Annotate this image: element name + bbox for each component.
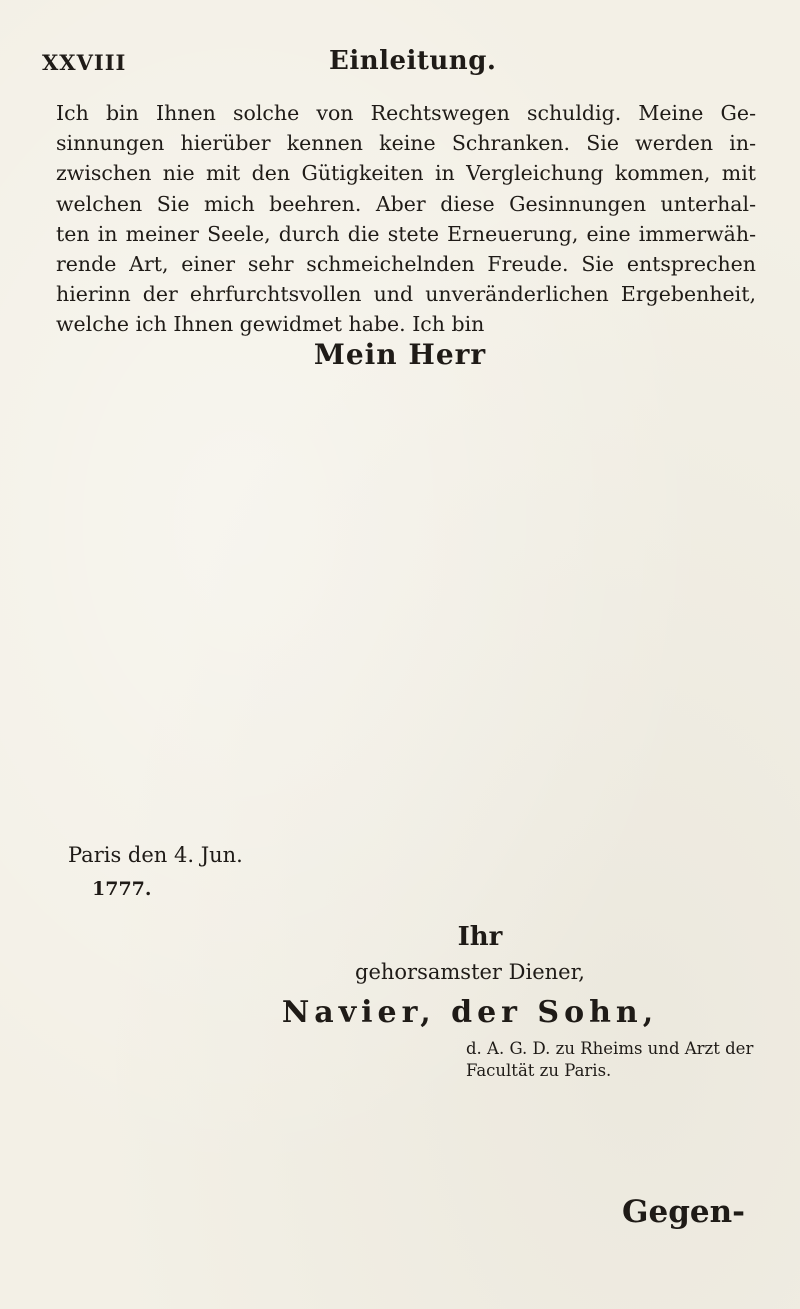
paragraph-line: hierinn der ehrfurchtsvollen und unveränderlichen Ergebenheit, [56,282,756,307]
section-title: Einleitung. [329,46,497,76]
running-head [42,44,740,84]
salutation: Mein Herr [313,338,487,371]
page-number: XXVIII [42,50,127,75]
catchword: Gegen- [622,1194,746,1230]
paragraph-line: welchen Sie mich beehren. Aber diese Gesinnungen unterhal- [56,191,756,216]
credentials-line: d. A. G. D. zu Rheims und Arzt der [466,1039,754,1058]
closing-servant: gehorsamster Diener, [355,960,585,984]
body-paragraph [56,98,756,340]
year: 1777. [92,878,152,900]
paragraph-line: sinnungen hierüber kennen keine Schranken. Sie werden in- [56,131,756,156]
author-credentials [466,1038,753,1082]
closing-ihr: Ihr [457,922,503,952]
paragraph-line: ten in meiner Seele, durch die stete Erneuerung, eine immerwäh- [56,221,756,246]
signature-name: Navier, der Sohn, [281,995,659,1030]
paragraph-line: rende Art, einer sehr schmeichelnden Freude. Sie entsprechen [56,252,756,277]
paragraph-line: Ich bin Ihnen solche von Rechtswegen schuldig. Meine Ge- [56,101,756,125]
paragraph-line: zwischen nie mit den Gütigkeiten in Vergleichung kommen, mit [56,161,756,186]
paragraph-line: welche ich Ihnen gewidmet habe. Ich bin [56,312,485,337]
credentials-line: Facultät zu Paris. [466,1061,612,1080]
place-date: Paris den 4. Jun. [68,843,243,867]
